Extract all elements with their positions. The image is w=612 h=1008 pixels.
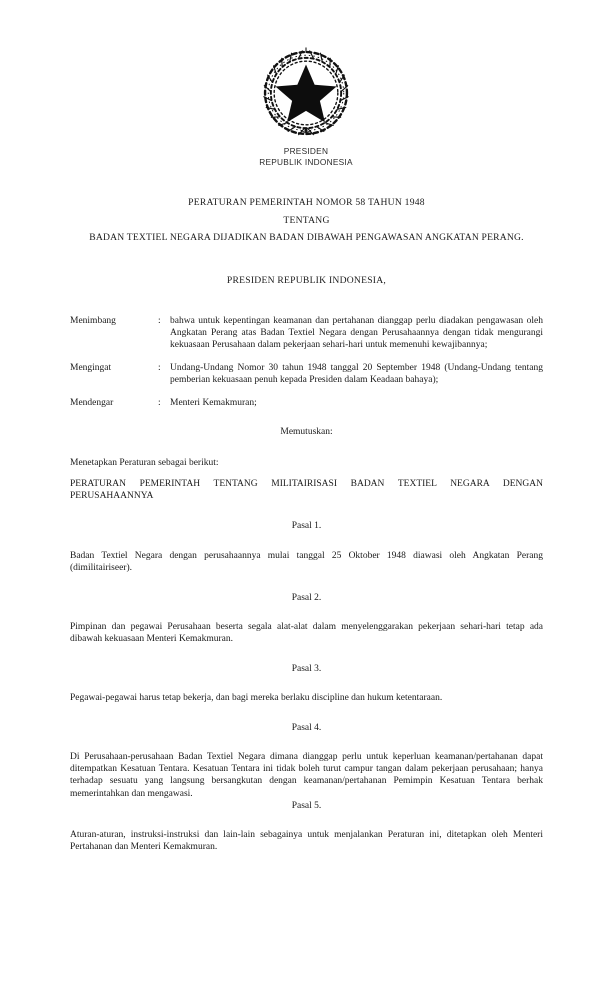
consideration-colon: : [158, 362, 161, 373]
article-body-3: Pegawai-pegawai harus tetap bekerja, dan bagi mereka berlaku discipline dan hukum ketentaraan. [70, 693, 443, 704]
regulation-number-title: PERATURAN PEMERINTAH NOMOR 58 TAHUN 1948 [188, 197, 425, 208]
tentang-label: TENTANG [283, 214, 330, 226]
consideration-text: bahwa untuk kepentingan keamanan dan pertahanan dianggap perlu diadakan pengawasan oleh Angkatan Perang atas Badan Textiel Negara dengan Perusahaannya dengan tidak mengurangi kekuasaan Perusahaan dalam pekerjaan sehari-hari untuk memenuhi kewajibannya; [170, 315, 543, 350]
emblem-caption-line-2: REPUBLIK INDONESIA [259, 156, 353, 167]
issuing-authority: PRESIDEN REPUBLIK INDONESIA, [226, 274, 387, 286]
garuda-star-wreath-icon [260, 47, 352, 139]
article-heading-4: Pasal 4. [291, 723, 322, 734]
consideration-row [70, 397, 543, 409]
emblem-block [0, 0, 612, 167]
article-heading-1: Pasal 1. [291, 521, 322, 532]
consideration-text: Menteri Kemakmuran; [170, 397, 257, 408]
emblem-caption-line-1: PRESIDEN [283, 146, 329, 156]
consideration-text: Undang-Undang Nomor 30 tahun 1948 tanggal 20 September 1948 (Undang-Undang tentang pemberian kekuasaan penuh kepada Presiden dalam Keadaan bahaya); [170, 362, 543, 385]
article-heading-3: Pasal 3. [291, 664, 322, 674]
consideration-colon: : [158, 397, 161, 408]
title-block [70, 194, 543, 247]
article-body-2: Pimpinan dan pegawai Perusahaan beserta segala alat-alat dalam menyelenggarakan pekerjaan sehari-hari tetap ada dibawah kekuasaan Menteri Kemakmuran. [70, 621, 543, 644]
consideration-label: Mengingat [70, 362, 112, 373]
menetapkan-line: Menetapkan Peraturan sebagai berikut: [70, 458, 219, 469]
memutuskan-heading: Memutuskan: [280, 427, 333, 438]
consideration-label: Mendengar [70, 397, 114, 408]
article-body-4: Di Perusahaan-perusahaan Badan Textiel Negara dimana dianggap perlu untuk keperluan keamanan/pertahanan dapat ditempatkan Kesatuan Tentara. Kesatuan Tentara ini tidak boleh turut campur tangan dalam pekerjaan perusahaan; hanya terhadap sesuatu yang langsung bersangkutan dengan keamanan/pertahanan Pemimpin Kesatuan Tentara berhak memerintahkan dan mengawasi. [70, 752, 543, 799]
regulation-formal-title: PERATURAN PEMERINTAH TENTANG MILITAIRISASI BADAN TEXTIEL NEGARA DENGAN PERUSAHAANNYA [70, 479, 543, 502]
regulation-subject-title: BADAN TEXTIEL NEGARA DIJADIKAN BADAN DIBAWAH PENGAWASAN ANGKATAN PERANG. [89, 232, 524, 243]
consideration-row [70, 362, 543, 386]
article-heading-5: Pasal 5. [291, 800, 322, 811]
article-body-1: Badan Textiel Negara dengan perusahaannya mulai tanggal 25 Oktober 1948 diawasi oleh Angkatan Perang (dimilitairiseer). [70, 550, 543, 573]
document-body [0, 194, 612, 853]
article-heading-2: Pasal 2. [291, 592, 322, 603]
emblem-caption [0, 146, 612, 167]
consideration-label: Menimbang [70, 315, 116, 326]
consideration-row [70, 315, 543, 351]
consideration-colon: : [158, 315, 161, 326]
consideration-list [70, 315, 543, 410]
article-body-5: Aturan-aturan, instruksi-instruksi dan lain-lain sebagainya untuk menjalankan Peraturan ini, ditetapkan oleh Menteri Pertahanan dan Menteri Kemakmuran. [70, 829, 543, 852]
